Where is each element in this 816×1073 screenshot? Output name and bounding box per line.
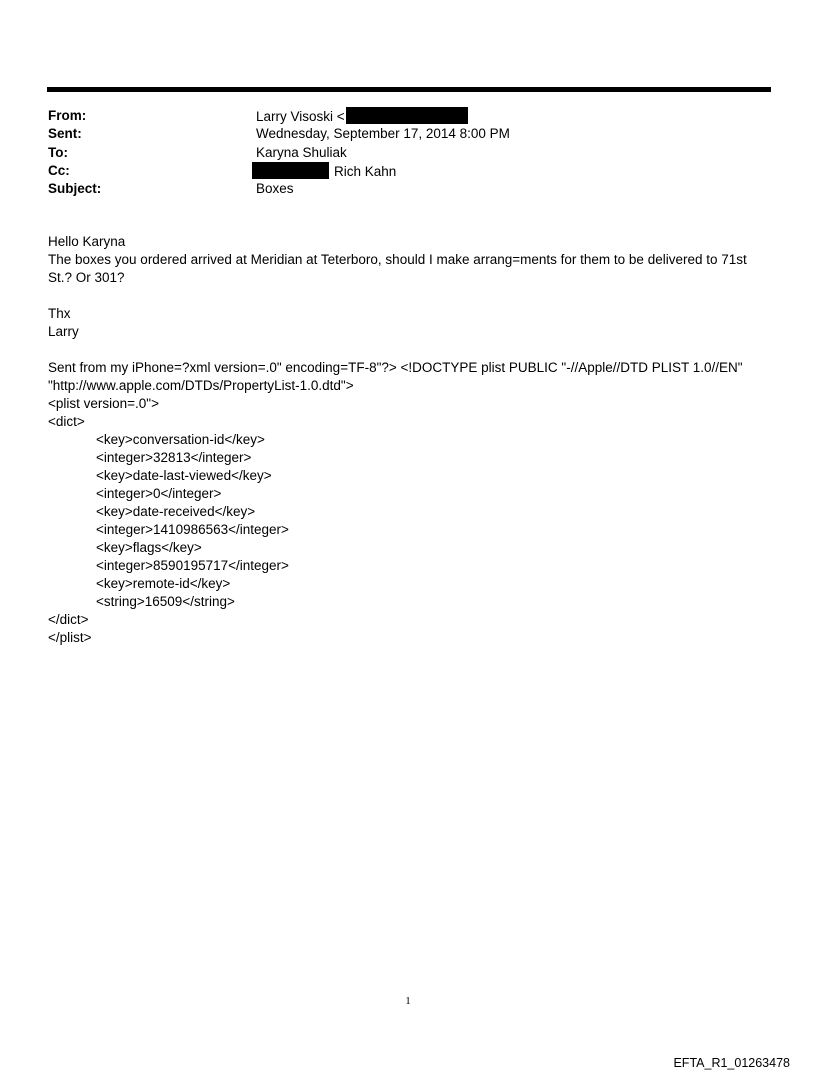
dict-entry: <key>date-received</key> <box>96 504 256 519</box>
dict-entry: <integer>8590195717</integer> <box>96 558 289 573</box>
redaction-box <box>346 107 468 124</box>
dict-close: </dict> <box>48 612 89 627</box>
dict-entry: <key>date-last-viewed</key> <box>96 468 272 483</box>
sent-row <box>48 125 768 143</box>
dict-entry: <integer>0</integer> <box>96 486 222 501</box>
dict-entry: <string>16509</string> <box>96 594 235 609</box>
redaction-box <box>252 162 329 179</box>
sent-label: Sent: <box>48 126 82 142</box>
subject-label: Subject: <box>48 181 102 197</box>
spacer <box>48 341 768 359</box>
cc-name: Rich Kahn <box>334 163 397 179</box>
header-divider <box>47 87 771 92</box>
dict-entry: <key>remote-id</key> <box>96 576 231 591</box>
closing: Thx <box>48 306 71 321</box>
message-line: St.? Or 301? <box>48 270 125 285</box>
dict-entry: <integer>1410986563</integer> <box>96 522 289 537</box>
cc-label: Cc: <box>48 162 70 178</box>
sent-from-line: Sent from my iPhone=?xml version=.0" encoding=TF-8"?> <!DOCTYPE plist PUBLIC "-//Apple//DTD PLIST 1.0//EN" <box>48 360 743 375</box>
message-line: The boxes you ordered arrived at Meridian at Teterboro, should I make arrang=ments for them to be delivered to 71st <box>48 252 747 267</box>
from-value <box>256 107 468 126</box>
dict-open: <dict> <box>48 414 85 429</box>
from-row <box>48 107 768 125</box>
subject-value: Boxes <box>256 181 294 197</box>
sent-value: Wednesday, September 17, 2014 8:00 PM <box>256 126 510 142</box>
email-header <box>48 107 768 198</box>
dict-entry: <integer>32813</integer> <box>96 450 252 465</box>
email-body <box>48 233 768 647</box>
document-id: EFTA_R1_01263478 <box>673 1056 790 1070</box>
to-row <box>48 144 768 162</box>
spacer <box>48 287 768 305</box>
greeting: Hello Karyna <box>48 234 126 249</box>
cc-row <box>48 162 768 180</box>
dict-entry: <key>conversation-id</key> <box>96 432 265 447</box>
signature: Larry <box>48 324 79 339</box>
cc-value <box>252 162 396 181</box>
page-number: 1 <box>405 995 411 1007</box>
plist-open: <plist version=.0"> <box>48 396 159 411</box>
plist-close: </plist> <box>48 630 92 645</box>
to-value: Karyna Shuliak <box>256 144 347 160</box>
sent-from-line: "http://www.apple.com/DTDs/PropertyList-1.0.dtd"> <box>48 378 354 393</box>
subject-row <box>48 180 768 198</box>
from-label: From: <box>48 108 87 123</box>
to-label: To: <box>48 144 68 160</box>
dict-entry: <key>flags</key> <box>96 540 202 555</box>
from-name: Larry Visoski < <box>256 109 345 124</box>
